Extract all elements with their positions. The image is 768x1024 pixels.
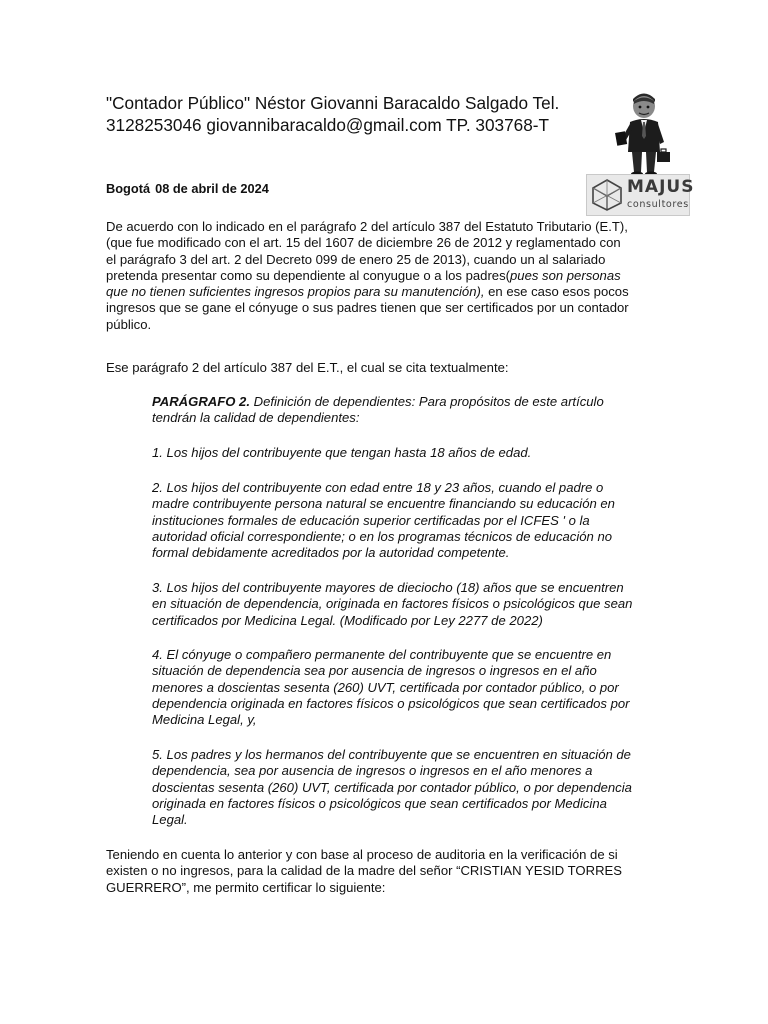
letter-date (106, 181, 269, 196)
closing-line: existen o no ingresos, para la calidad de la madre del señor “CRISTIAN YESID TORRES (106, 863, 622, 879)
closing-paragraph (106, 847, 666, 896)
intro-paragraph (106, 219, 666, 333)
quote-line: tendrán la calidad de dependientes: (152, 410, 360, 426)
letterhead-line-2: 3128253046 giovannibaracaldo@gmail.com TP. 303768-T (106, 115, 549, 135)
quote-line: 3. Los hijos del contribuyente mayores de dieciocho (18) años que se encuentren (152, 580, 624, 595)
quote-intro: Definición de dependientes: Para propósitos de este artículo (249, 394, 604, 409)
quote-line: 2. Los hijos del contribuyente con edad entre 18 y 23 años, cuando el padre o (152, 480, 604, 495)
quote-line: doscientas sesenta (260) UVT, certificada por contador público, o por dependencia (152, 779, 632, 795)
quote-line: dependencia, sea por ausencia de ingresos o ingresos en el año menores a (152, 763, 593, 779)
quote-heading: PARÁGRAFO 2. (152, 394, 250, 409)
citation-line: Ese parágrafo 2 del artículo 387 del E.T., el cual se cita textualmente: (106, 360, 509, 375)
quote-line: situación de dependencia sea por ausencia de ingresos o ingresos en el año (152, 663, 597, 679)
quote-line: dependencia originada en factores físicos o psicológicos que sean certificados por (152, 695, 630, 711)
intro-text: pretenda presentar como su dependiente al conyugue o a los padres( (106, 267, 510, 283)
quote-line: Medicina Legal, y, (152, 712, 257, 728)
quote-line: en situación de dependencia, originada en factores físicos o psicológicos que sean (152, 596, 633, 612)
quote-item-3 (152, 580, 652, 629)
closing-line: GUERRERO”, me permito certificar lo siguiente: (106, 879, 386, 895)
date-city: Bogotá (106, 181, 151, 196)
cube-logo-icon (590, 178, 624, 212)
intro-line: (que fue modificado con el art. 15 del 1607 de diciembre 26 de 2012 y reglamentado con (106, 235, 621, 251)
quote-item-1 (152, 445, 652, 461)
quote-line: autoridad oficial correspondiente; o en los programas técnicos de educación no (152, 528, 613, 544)
intro-line (106, 284, 666, 300)
letterhead-line-1: "Contador Público" Néstor Giovanni Baracaldo Salgado Tel. (106, 93, 560, 113)
quote-item-2 (152, 480, 652, 561)
quote-line: 5. Los padres y los hermanos del contribuyente que se encuentren en situación de (152, 747, 631, 762)
quote-line: madre contribuyente persona natural se encuentre financiando su educación en (152, 496, 615, 512)
intro-line: el parágrafo 3 del art. 2 del Decreto 099 de enero 25 de 2013), cuando un al salariado (106, 251, 606, 267)
quote-item-4 (152, 647, 652, 728)
brand-subtitle: consultores (627, 199, 689, 210)
brand-name: MAJUS (627, 177, 695, 197)
businessman-mascot-icon (610, 92, 672, 178)
date-text: 08 de abril de 2024 (155, 181, 269, 196)
quote-line: 1. Los hijos del contribuyente que tengan hasta 18 años de edad. (152, 445, 532, 460)
intro-line: De acuerdo con lo indicado en el parágrafo 2 del artículo 387 del Estatuto Tributario (E.T), (106, 219, 628, 234)
majus-banner (586, 174, 695, 216)
intro-line: ingresos que se gane el cónyuge o sus padres tienen que ser certificados por un contador (106, 300, 629, 316)
intro-italic: pues son personas (510, 267, 621, 283)
quote-line: originada en factores físicos o psicológicos que sean certificados por Medicina (152, 795, 607, 811)
quote-line (152, 394, 652, 410)
intro-line: público. (106, 316, 152, 332)
quote-line: Legal. (152, 812, 188, 828)
quote-line: instituciones formales de educación superior certificadas por el ICFES ' o la (152, 512, 590, 528)
quote-line: menores a doscientas sesenta (260) UVT, certificada por contador público, o por (152, 679, 619, 695)
intro-line (106, 268, 666, 284)
quote-line: 4. El cónyuge o compañero permanente del contribuyente que se encuentre en (152, 647, 612, 662)
company-logo (586, 92, 695, 220)
quote-item-5 (152, 747, 652, 828)
closing-line: Teniendo en cuenta lo anterior y con base al proceso de auditoria en la verificación de si (106, 847, 618, 862)
quote-line: formal debidamente acreditados por la autoridad competente. (152, 545, 510, 561)
intro-text: en ese caso esos pocos (484, 284, 629, 300)
letterhead (106, 92, 606, 136)
citation-paragraph (106, 360, 666, 376)
quote-heading-block (152, 394, 652, 427)
intro-italic: que no tienen suficientes ingresos propios para su manutención), (106, 284, 485, 300)
quote-line: certificados por Medicina Legal. (Modificado por Ley 2277 de 2022) (152, 612, 543, 628)
